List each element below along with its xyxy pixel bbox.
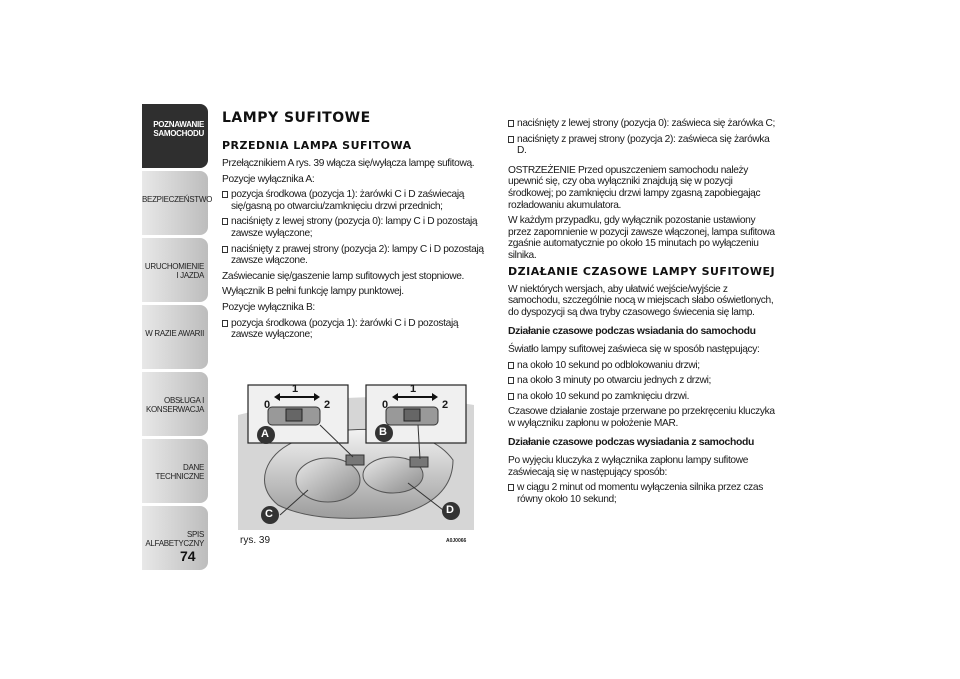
tab-bezpieczenstwo[interactable] <box>142 171 213 235</box>
list-item: pozycja środkowa (pozycja 1): żarówki C i D zaświecają się/gasną po otwarciu/zamknięciu drzwi przednich; <box>222 189 484 212</box>
figure-caption: rys. 39 <box>240 535 271 546</box>
tab-label: URUCHOMIENIE I JAZDA <box>144 262 204 280</box>
switch-position-2-label: 2 <box>324 399 331 411</box>
checkbox-bullet-icon <box>508 362 514 369</box>
paragraph: W każdym przypadku, gdy wyłącznik pozostanie ustawiony przez zapomnienie w pozycji zawsze włączonej, lampa sufitowa zgaśnie automatycznie po około 15 minutach po wyłączeniu silnika. <box>508 215 775 261</box>
tab-label: POZNAWANIE SAMOCHODU <box>153 120 204 138</box>
tab-uruchomienie-i-jazda[interactable] <box>142 238 208 302</box>
paragraph: Pozycje wyłącznika A: <box>222 173 315 185</box>
callout-b: B <box>379 426 387 438</box>
tab-w-razie-awarii[interactable] <box>142 305 208 369</box>
list-item: naciśnięty z prawej strony (pozycja 2): lampy C i D pozostają zawsze włączone. <box>222 244 484 267</box>
list-item: naciśnięty z lewej strony (pozycja 0): lampy C i D pozostają zawsze wyłączone; <box>222 216 484 239</box>
checkbox-bullet-icon <box>222 246 228 253</box>
subheading-exit: Działanie czasowe podczas wysiadania z samochodu <box>508 437 754 449</box>
switch-position-0-label: 0 <box>264 399 271 411</box>
checkbox-bullet-icon <box>508 484 514 491</box>
subsection-title: PRZEDNIA LAMPA SUFITOWA <box>222 139 412 152</box>
callout-c: C <box>265 508 273 520</box>
checkbox-bullet-icon <box>508 377 514 384</box>
checkbox-bullet-icon <box>222 191 228 198</box>
paragraph: Wyłącznik B pełni funkcję lampy punktowej. <box>222 286 404 298</box>
tab-label: OBSŁUGA I KONSERWACJA <box>145 396 204 414</box>
checkbox-bullet-icon <box>508 136 514 143</box>
tab-obsluga-i-konserwacja[interactable] <box>142 372 208 436</box>
paragraph: W niektórych wersjach, aby ułatwić wejście/wyjście z samochodu, szczególnie nocą w miejscach słabo oświetlonych, do dyspozycji są dwa tryby czasowego świecenia się lamp. <box>508 283 774 318</box>
subheading-entry: Działanie czasowe podczas wsiadania do samochodu <box>508 326 756 338</box>
paragraph: Zaświecanie się/gaszenie lamp sufitowych jest stopniowe. <box>222 270 465 282</box>
subsection-title: DZIAŁANIE CZASOWE LAMPY SUFITOWEJ <box>508 264 776 278</box>
list-item: w ciągu 2 minut od momentu wyłączenia silnika przez czas równy około 10 sekund; <box>508 482 778 505</box>
figure-code: A0J0066 <box>446 538 467 544</box>
list-item: pozycja środkowa (pozycja 1): żarówki C i D pozostają zawsze wyłączone; <box>222 318 484 341</box>
section-title: LAMPY SUFITOWE <box>222 110 371 126</box>
paragraph: Światło lampy sufitowej zaświeca się w sposób następujący: <box>508 343 760 355</box>
paragraph: Pozycje wyłącznika B: <box>222 301 315 313</box>
checkbox-bullet-icon <box>508 393 514 400</box>
tab-poznawanie-samochodu[interactable] <box>142 104 208 168</box>
paragraph: Przełącznikiem A rys. 39 włącza się/wyłącza lampę sufitową. <box>222 158 475 169</box>
checkbox-bullet-icon <box>508 120 514 127</box>
callout-d: D <box>446 504 454 516</box>
paragraph: Po wyjęciu kluczyka z wyłącznika zapłonu lampy sufitowe zaświecają się w następujący sposób: <box>508 455 749 478</box>
page-number: 74 <box>180 548 196 564</box>
left-column <box>222 110 484 345</box>
list-item: naciśnięty z lewej strony (pozycja 0): zaświeca się żarówka C; <box>508 118 778 130</box>
tab-label: W RAZIE AWARII <box>145 329 204 338</box>
list-item: na około 10 sekund po zamknięciu drzwi. <box>508 391 778 403</box>
paragraph: Czasowe działanie zostaje przerwane po przekręceniu kluczyka w wyłączniku zapłonu w położenie MAR. <box>508 406 775 429</box>
tab-label: BEZPIECZEŃSTWO <box>142 195 213 204</box>
callout-a: A <box>261 428 269 440</box>
switch-position-2-label: 2 <box>442 399 449 411</box>
ceiling-lamp-illustration <box>238 375 474 530</box>
tab-dane-techniczne[interactable] <box>142 439 208 503</box>
right-column <box>508 118 778 509</box>
tab-spis-alfabetyczny[interactable] <box>142 506 208 570</box>
switch-position-1-label: 1 <box>292 383 299 395</box>
switch-position-0-label: 0 <box>382 399 389 411</box>
checkbox-bullet-icon <box>222 320 228 327</box>
list-item: na około 10 sekund po odblokowaniu drzwi; <box>508 360 778 372</box>
tab-label: SPIS ALFABETYCZNY <box>145 530 204 548</box>
tab-label: DANE TECHNICZNE <box>155 463 204 481</box>
chapter-tabs <box>142 104 213 573</box>
switch-position-1-label: 1 <box>410 383 417 395</box>
ceiling-lamp-figure <box>238 375 474 530</box>
list-item: naciśnięty z prawej strony (pozycja 2): zaświeca się żarówka D. <box>508 134 778 157</box>
list-item: na około 3 minuty po otwarciu jednych z drzwi; <box>508 375 778 387</box>
warning-paragraph: OSTRZEŻENIE Przed opuszczeniem samochodu należy upewnić się, czy oba wyłączniki znajdują się w pozycji środkowej; po zamknięciu drzwi lampy zgasną zapobiegając rozładowaniu akumulatora. <box>508 164 761 211</box>
checkbox-bullet-icon <box>222 218 228 225</box>
